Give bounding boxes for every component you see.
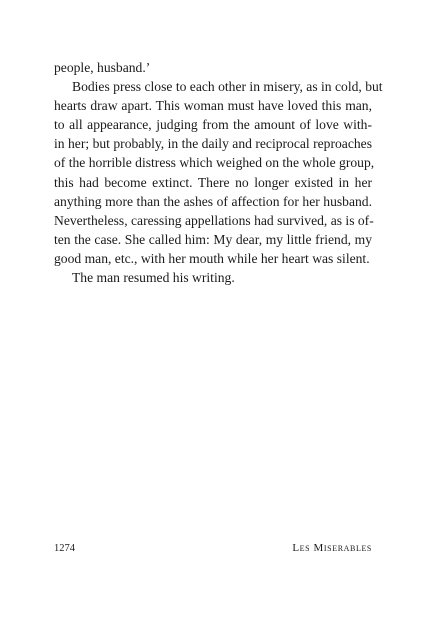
running-title: Les Miserables xyxy=(292,542,372,554)
text-line: good man, etc., with her mouth while her heart was silent. xyxy=(54,250,370,266)
body-text xyxy=(54,58,383,287)
text-line: of the horrible distress which weighed on the whole group, xyxy=(54,155,375,171)
text-line: this had become extinct. There no longer existed in her xyxy=(54,174,372,190)
text-line: people, husband.’ xyxy=(54,60,151,75)
text-line: to all appearance, judging from the amount of love with- xyxy=(54,117,372,133)
text-line: ten the case. She called him: My dear, my little friend, my xyxy=(54,231,372,247)
text-line: The man resumed his writing. xyxy=(72,270,235,286)
text-line: in her; but probably, in the daily and reciprocal reproaches xyxy=(54,136,372,152)
text-line: anything more than the ashes of affection for her husband. xyxy=(54,193,372,209)
page-number: 1274 xyxy=(54,543,75,554)
text-line: hearts draw apart. This woman must have loved this man, xyxy=(54,98,372,114)
text-line: Nevertheless, caressing appellations had survived, as is of- xyxy=(54,212,374,228)
page-footer xyxy=(54,542,372,554)
text-line: Bodies press close to each other in misery, as in cold, but xyxy=(72,79,383,95)
